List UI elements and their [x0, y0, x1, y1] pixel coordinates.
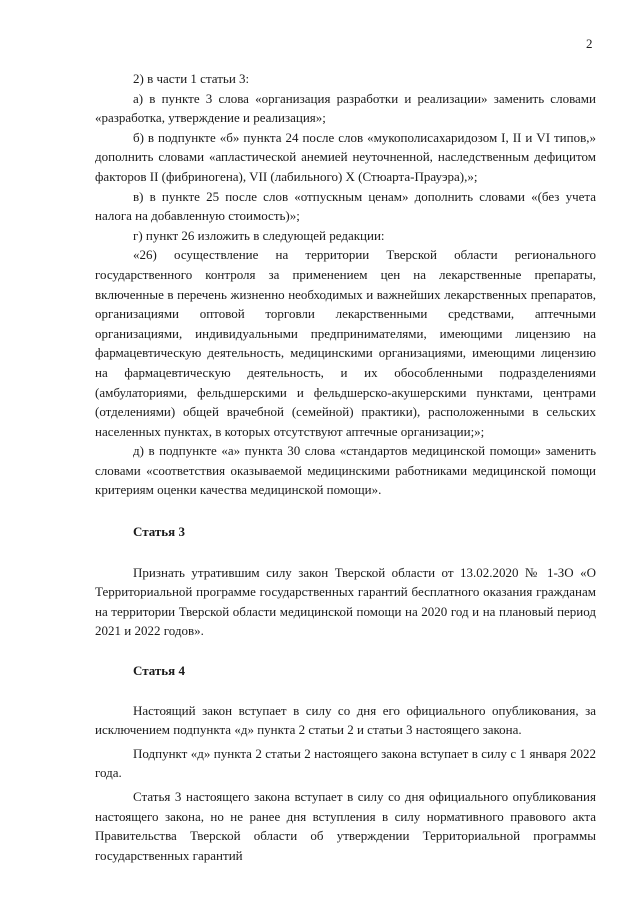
article-4-paragraph-2: Подпункт «д» пункта 2 статьи 2 настоящего закона вступает в силу с 1 января 2022 года. [95, 745, 596, 781]
document-body [95, 69, 596, 865]
article-4-paragraph-1: Настоящий закон вступает в силу со дня его официального опубликования, за исключением подпункта «д» пункта 2 статьи 2 и статьи 3 настоящего закона. [95, 702, 596, 738]
page-number: 2 [586, 36, 593, 51]
amendment-item-a: а) в пункте 3 слова «организация разработки и реализации» заменить словами «разработка, утверждение и реализация»; [95, 90, 596, 126]
article-4-title: Статья 4 [133, 663, 185, 679]
amendment-item-b: б) в подпункте «б» пункта 24 после слов «мукополисахаридозом I, II и VI типов,» дополнить словами «апластической анемией неуточненной, наследственным дефицитом факторов II (фибриногена), VII (лабильного) X (Стюарта-Прауэра),»; [95, 129, 596, 184]
amendment-intro: 2) в части 1 статьи 3: [133, 71, 250, 86]
amendment-item-g-text: «26) осуществление на территории Тверской области регионального государственного контроля за применением цен на лекарственные препараты, включенные в перечень жизненно необходимых и важнейших лекарственных препаратов, организациями оптовой торговли лекарственными средствами, аптечными организациями, индивидуальными предпринимателями, имеющими лицензию на фармацевтическую деятельность, медицинскими организациями, имеющими лицензию на фармацевтическую деятельность, и их обособленными подразделениями (амбулаториями, фельдшерскими и фельдшерско-акушерскими пунктами, центрами (отделениями) общей врачебной (семейной) практики), расположенными в сельских населенных пунктах, в которых отсутствуют аптечные организации;»; [95, 247, 596, 439]
article-3-title: Статья 3 [133, 524, 185, 540]
article-4-paragraph-3: Статья 3 настоящего закона вступает в силу со дня официального опубликования настоящего закона, но не ранее дня вступления в силу нормативного правового акта Правительства Тверской области об утверждении Территориальной программы государственных гарантий [95, 789, 596, 863]
amendment-item-g: г) пункт 26 изложить в следующей редакции: [133, 227, 385, 243]
article-3-text: Признать утратившим силу закон Тверской области от 13.02.2020 № 1-ЗО «О Территориальной программе государственных гарантий бесплатного оказания гражданам на территории Тверской области медицинской помощи на 2020 год и на плановый период 2021 и 2022 годов». [95, 564, 596, 639]
amendment-item-v: в) в пункте 25 после слов «отпускным ценам» дополнить словами «(без учета налога на добавленную стоимость)»; [95, 188, 596, 224]
amendment-item-d: д) в подпункте «а» пункта 30 слова «стандартов медицинской помощи» заменить словами «соответствия оказываемой медицинскими работниками медицинской помощи критериям оценки качества медицинской помощи». [95, 443, 596, 498]
